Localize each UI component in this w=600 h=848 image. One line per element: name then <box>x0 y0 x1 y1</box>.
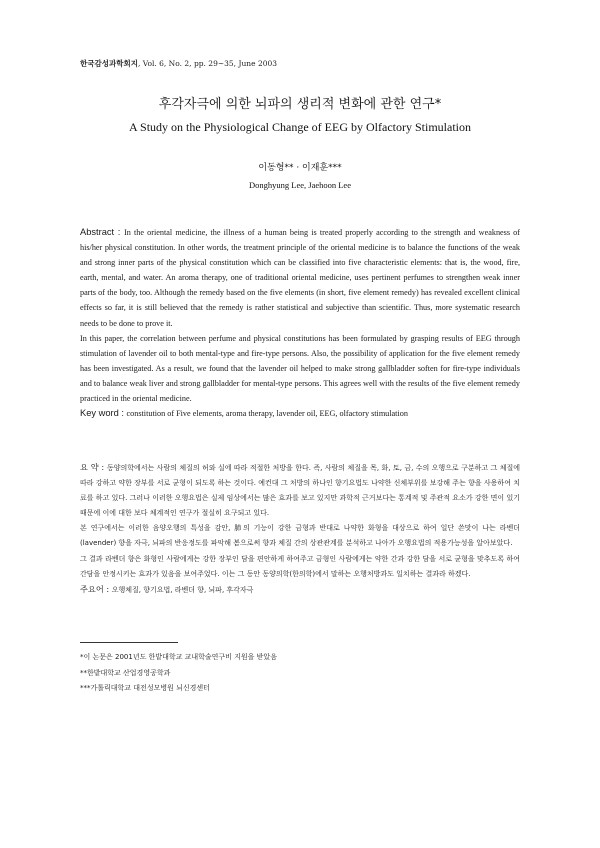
summary-paragraph-2: 본 연구에서는 이러한 음양오행의 특성을 감안, 肺의 기능이 강한 금형과 반대로 나약한 화형을 대상으로 하여 일단 쓴맛이 나는 라벤더(lavender) 향을 자극, 뇌파의 반응정도를 파악해 봄으로써 향과 체질 간의 상관관계를 분석하고 나아가 오행요법의 적용가능성을 알아보았다. <box>80 524 520 548</box>
abstract-paragraph-1 <box>80 225 520 331</box>
abstract-label: Abstract <box>80 227 115 237</box>
summary-separator: : <box>98 462 107 472</box>
footnote-affiliation-1: **한밭대학교 산업경영공학과 <box>80 668 171 677</box>
korean-keywords-text: 오행체질, 향기요법, 라벤더 향, 뇌파, 후각자극 <box>111 585 254 594</box>
korean-summary-section <box>80 460 520 598</box>
footnotes <box>80 650 520 697</box>
summary-text-1: 동양의학에서는 사람의 체질의 허와 실에 따라 적절한 처방을 한다. 즉, 사람의 체질을 목, 화, 토, 금, 수의 오행으로 구분하고 그 체질에 따라 강하고 약한 장부를 서로 균형이 되도록 하는 것이다. 예컨대 그 처방의 하나인 향기요법도 나약한 신체부위를 보강해 주는 향을 사용하여 치료를 하고 있다. 그러나 이러한 오행요법은 실제 임상에서는 많은 효과를 보고 있지만 과학적 근거보다는 통계적 및 주관적 요소가 강한 면이 있기 때문에 이에 대한 보다 체계적인 연구가 절실히 요구되고 있다. <box>80 464 520 518</box>
journal-name: 한국감성과학회지 <box>80 59 138 68</box>
abstract-separator: : <box>114 227 125 237</box>
abstract-section <box>80 225 520 421</box>
journal-citation <box>80 58 277 69</box>
abstract-paragraph-2: In this paper, the correlation between perfume and physical constitutions has been formulated by grasping results of EEG through stimulation of lavender oil to both mental-type and fire-type persons. Also, the possibility of application for the five element remedy has been investigated. As a result, we found that the lavender oil helped to make strong gallbladder soften for fire-type individuals and to balance weak liver and strong gallbladder for mental-type persons. This agrees well with the results of the five element remedy practiced in the oriental medicine. <box>80 333 520 404</box>
abstract-text-1: In the oriental medicine, the illness of a human being is treated properly according to the strength and weakness of his/her physical constitution. In other words, the treatment principle of the oriental medicine is to balance the functions of the weak and strong inner parts of the physical constitution which can be classified into five characteristic elements: that is, the wood, fire, earth, mental, and water. An aroma therapy, one of traditional oriental medicine, uses pertinent perfumes to strengthen weak inner parts of the body, too. Although the remedy based on the five elements (in short, five element remedy) has revealed excellent clinical effects so far, it is still believed that the remedy is rather statistical and subjective than scientific. Thus, more systematic research needs to be done to prove it. <box>80 228 520 328</box>
keywords-label: Key word <box>80 408 119 419</box>
footnote-divider <box>80 642 178 643</box>
keywords-separator: : <box>118 408 127 419</box>
keywords-text: constitution of Five elements, aroma therapy, lavender oil, EEG, olfactory stimulation <box>126 409 408 419</box>
authors-english: Donghyung Lee, Jaehoon Lee <box>249 180 351 190</box>
summary-paragraph-3: 그 결과 라벤더 향은 화형인 사람에게는 강한 장부인 담을 편안하게 하여주고 금형인 사람에게는 약한 간과 강한 담을 서로 균형을 맞추도록 하여 간담을 안정시키는 효과가 있음을 보여주었다. 이는 그 동안 동양의학(한의학)에서 말하는 오행처방과도 일치하는 결과라 하겠다. <box>80 554 520 578</box>
citation-details: , Vol. 6, No. 2, pp. 29~35, June 2003 <box>137 59 278 68</box>
footnote-affiliation-2: ***가톨릭대학교 대전성모병원 뇌신경센터 <box>80 684 210 692</box>
summary-paragraph-1 <box>80 460 520 521</box>
title-english: A Study on the Physiological Change of EEG by Olfactory Stimulation <box>129 120 471 134</box>
korean-keywords-label: 주요어 <box>80 583 104 594</box>
title-korean: 후각자극에 의한 뇌파의 생리적 변화에 관한 연구* <box>158 97 442 112</box>
summary-label: 요 약 <box>80 462 99 472</box>
authors-korean: 이동형** · 이재훈*** <box>258 163 342 173</box>
korean-keywords-separator: : <box>103 583 112 594</box>
keywords-line <box>80 406 520 421</box>
korean-keywords-line <box>80 582 520 598</box>
footnote-funding: *이 논문은 2001년도 한밭대학교 교내학술연구비 지원을 받았음 <box>80 653 277 661</box>
